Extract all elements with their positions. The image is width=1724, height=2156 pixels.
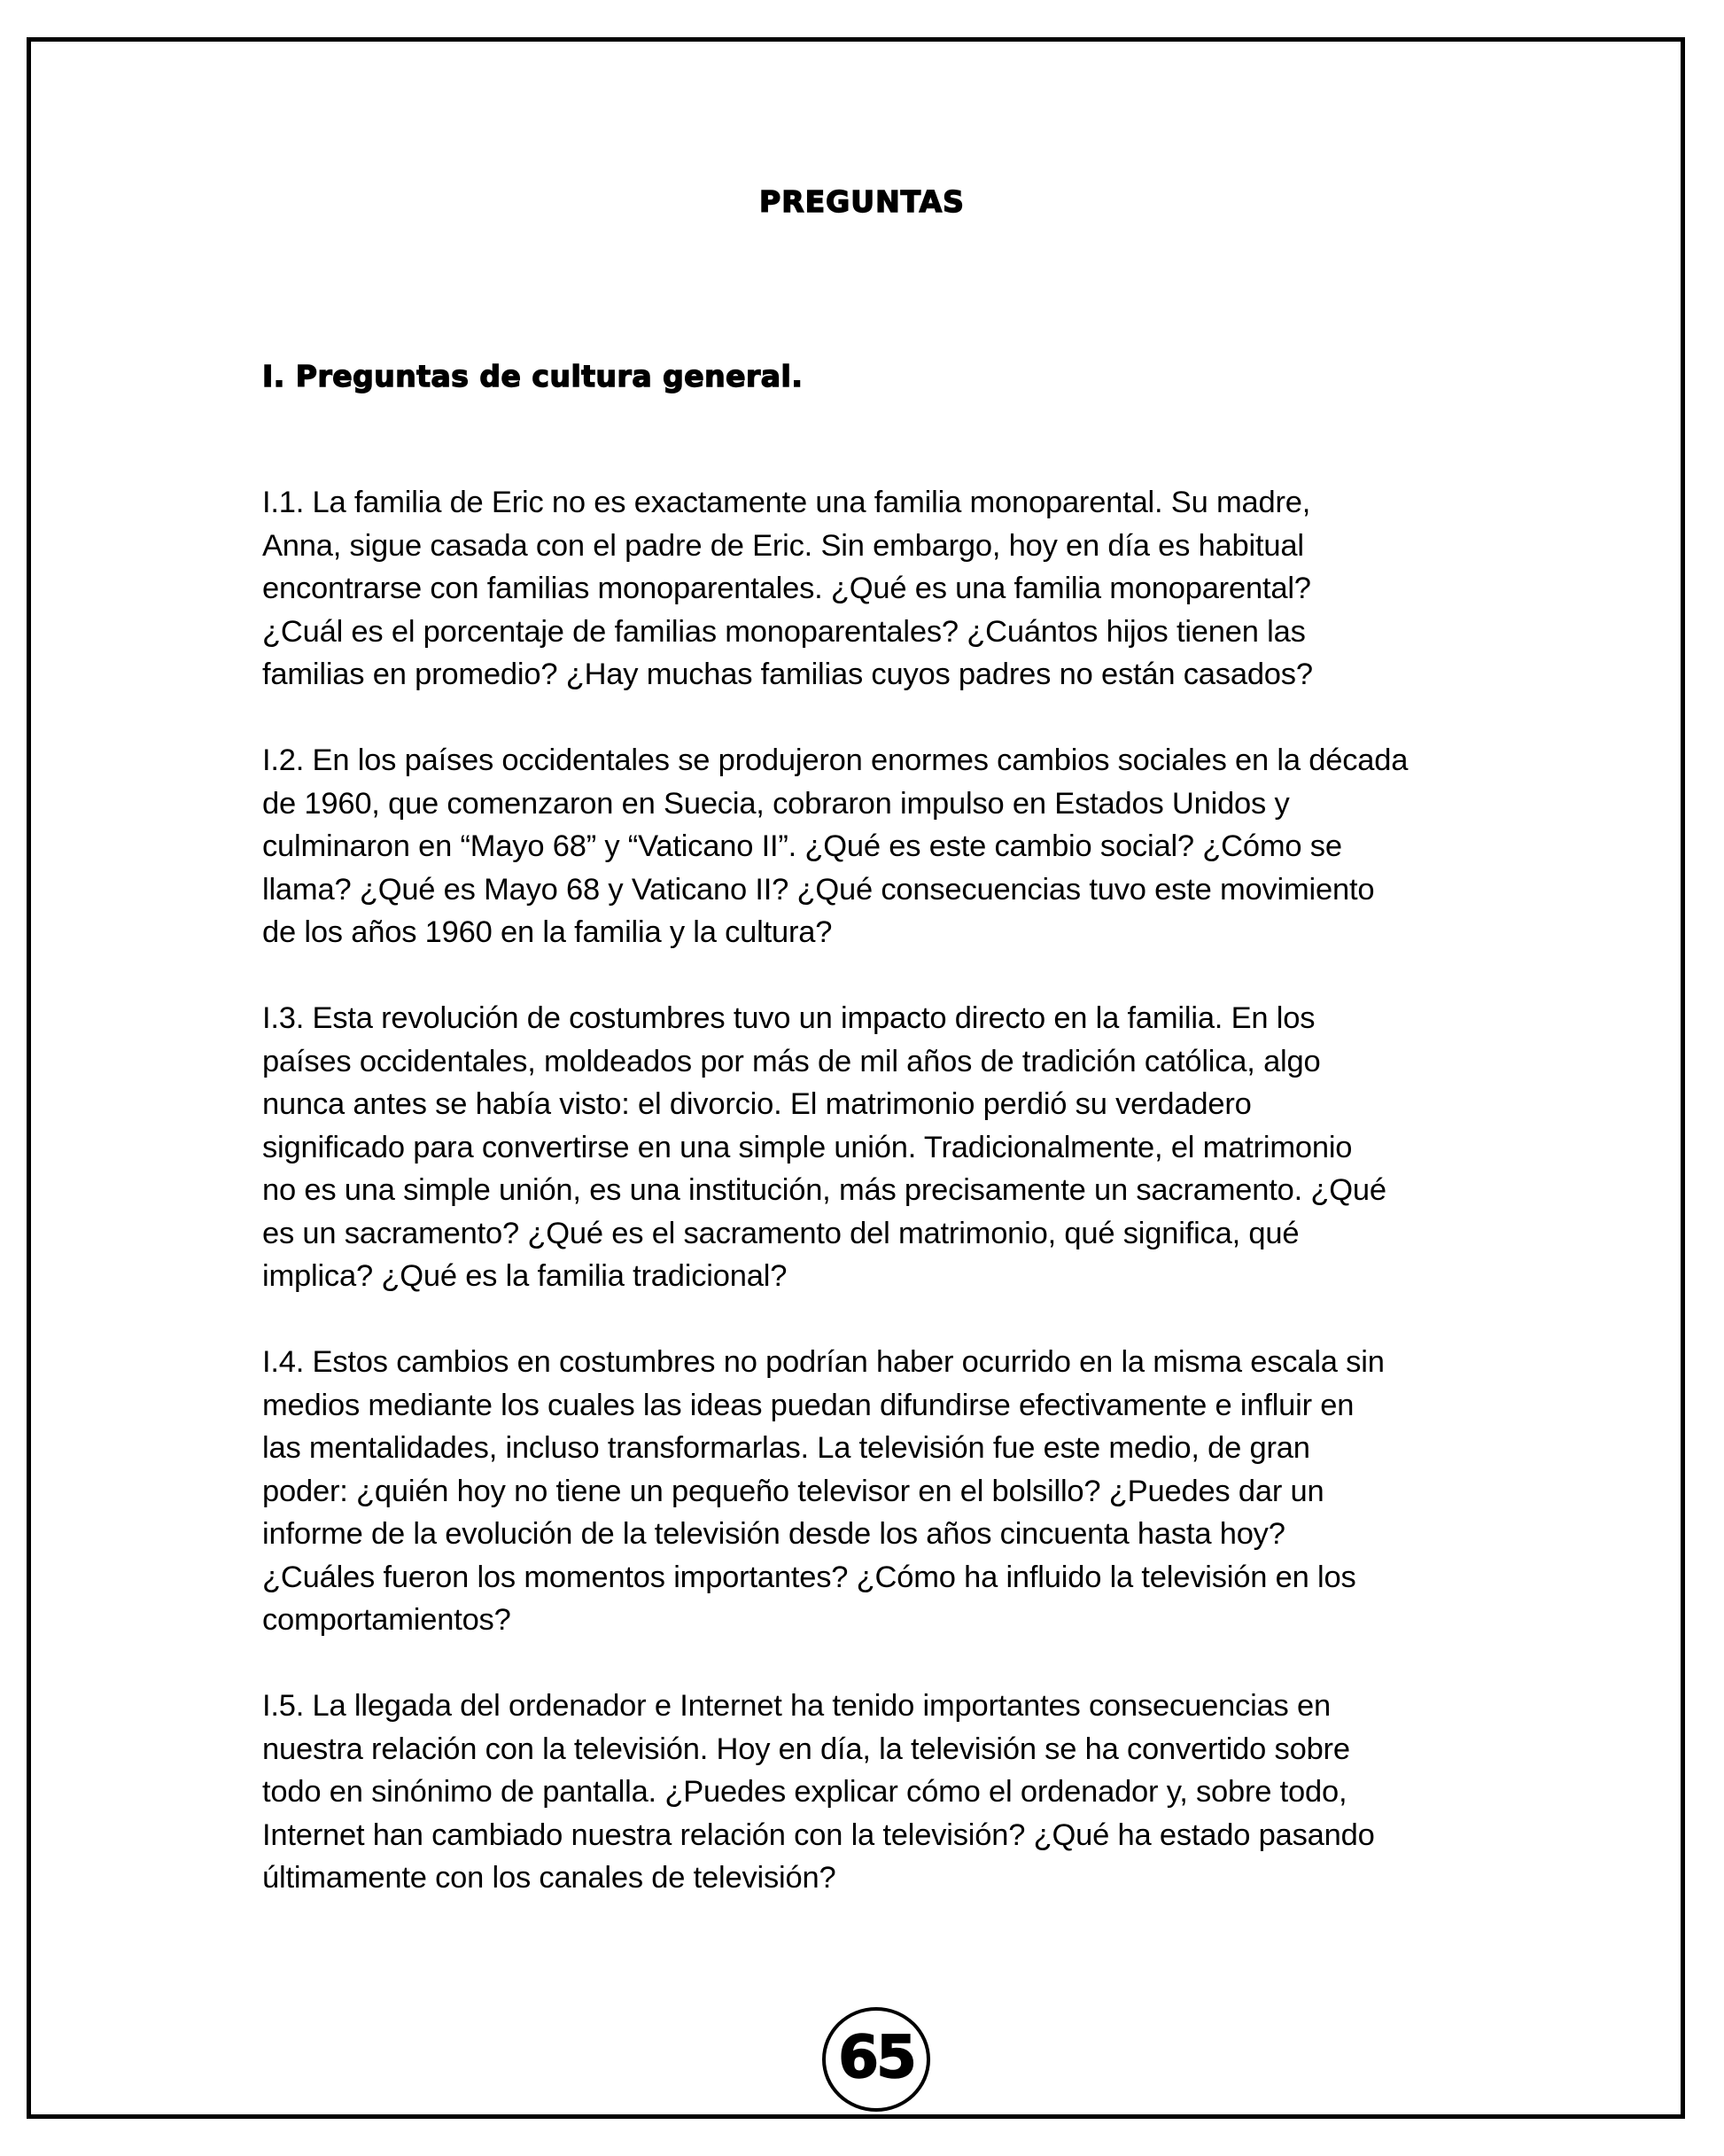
- page-title: PREGUNTAS: [759, 184, 965, 219]
- question-line: últimamente con los canales de televisión?: [262, 1861, 836, 1895]
- question-line: es un sacramento? ¿Qué es el sacramento del matrimonio, qué significa, qué: [262, 1216, 1300, 1250]
- question-line: de los años 1960 en la familia y la cultura?: [262, 915, 833, 949]
- question-line: no es una simple unión, es una institución, más precisamente un sacramento. ¿Qué: [262, 1173, 1386, 1207]
- question-line: significado para convertirse en una simple unión. Tradicionalmente, el matrimonio: [262, 1130, 1353, 1164]
- page-number: 65: [838, 2023, 914, 2091]
- question-line: I.1. La familia de Eric no es exactamente una familia monoparental. Su madre,: [262, 486, 1311, 519]
- question-line: culminaron en “Mayo 68” y “Vaticano II”. ¿Qué es este cambio social? ¿Cómo se: [262, 829, 1342, 863]
- question-line: de 1960, que comenzaron en Suecia, cobraron impulso en Estados Unidos y: [262, 786, 1290, 821]
- question-i-3: [262, 997, 1503, 1298]
- question-line: I.2. En los países occidentales se produjeron enormes cambios sociales en la década: [262, 743, 1409, 777]
- question-line: Internet han cambiado nuestra relación con la televisión? ¿Qué ha estado pasando: [262, 1817, 1375, 1852]
- section-heading: I. Preguntas de cultura general.: [262, 359, 804, 393]
- question-line: todo en sinónimo de pantalla. ¿Puedes explicar cómo el ordenador y, sobre todo,: [262, 1775, 1347, 1809]
- question-line: implica? ¿Qué es la familia tradicional?: [262, 1259, 788, 1293]
- question-i-2: [262, 739, 1503, 954]
- question-line: Anna, sigue casada con el padre de Eric. Sin embargo, hoy en día es habitual: [262, 528, 1304, 563]
- question-line: poder: ¿quién hoy no tiene un pequeño televisor en el bolsillo? ¿Puedes dar un: [262, 1474, 1324, 1508]
- question-line: comportamientos?: [262, 1603, 511, 1637]
- question-line: informe de la evolución de la televisión desde los años cincuenta hasta hoy?: [262, 1517, 1285, 1551]
- question-line: ¿Cuáles fueron los momentos importantes? ¿Cómo ha influido la televisión en los: [262, 1560, 1356, 1594]
- question-line: I.3. Esta revolución de costumbres tuvo un impacto directo en la familia. En los: [262, 1001, 1316, 1035]
- question-i-1: [262, 481, 1503, 697]
- question-line: las mentalidades, incluso transformarlas. La televisión fue este medio, de gran: [262, 1431, 1310, 1465]
- question-i-4: [262, 1341, 1503, 1642]
- question-i-5: [262, 1685, 1503, 1900]
- question-line: nunca antes se había visto: el divorcio. El matrimonio perdió su verdadero: [262, 1087, 1252, 1121]
- question-line: encontrarse con familias monoparentales. ¿Qué es una familia monoparental?: [262, 572, 1311, 605]
- page-number-badge: [822, 2007, 930, 2112]
- question-line: países occidentales, moldeados por más de mil años de tradición católica, algo: [262, 1044, 1321, 1078]
- question-line: I.5. La llegada del ordenador e Internet ha tenido importantes consecuencias en: [262, 1689, 1331, 1723]
- question-line: medios mediante los cuales las ideas puedan difundirse efectivamente e influir en: [262, 1388, 1355, 1422]
- question-line: I.4. Estos cambios en costumbres no podrían haber ocurrido en la misma escala sin: [262, 1345, 1385, 1379]
- question-line: llama? ¿Qué es Mayo 68 y Vaticano II? ¿Qué consecuencias tuvo este movimiento: [262, 872, 1375, 907]
- question-line: ¿Cuál es el porcentaje de familias monoparentales? ¿Cuántos hijos tienen las: [262, 614, 1306, 649]
- questions-list: [262, 481, 1503, 1942]
- question-line: nuestra relación con la televisión. Hoy en día, la televisión se ha convertido sobre: [262, 1732, 1350, 1766]
- question-line: familias en promedio? ¿Hay muchas familias cuyos padres no están casados?: [262, 658, 1313, 691]
